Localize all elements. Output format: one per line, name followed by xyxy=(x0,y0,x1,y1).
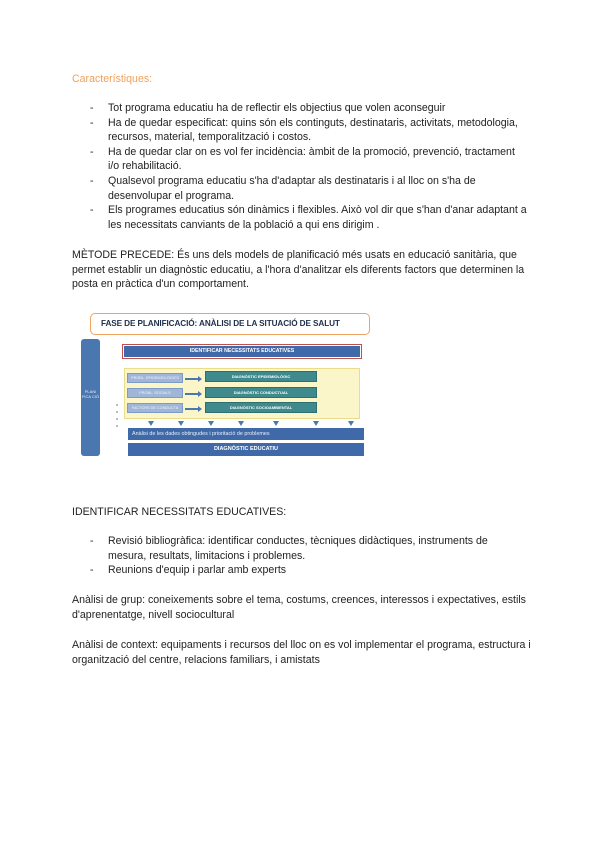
figure-identify-box xyxy=(122,344,362,359)
figure-left-box: FACTORS DE CONDUCTA xyxy=(127,403,183,413)
figure-diagnosis-box: DIAGNÒSTIC EDUCATIU xyxy=(128,443,364,456)
figure-arrow-down xyxy=(313,421,319,426)
identificar-list xyxy=(88,534,528,578)
analisi-context-paragraph: Anàlisi de context: equipaments i recursos del lloc on es vol implementar el programa, estructura i organització del centre, relacions familiars, i amistats xyxy=(72,639,531,666)
figure-diagnostics-panel xyxy=(124,368,360,419)
list-item: - Qualsevol programa educatiu s'ha d'adaptar als destinataris i al lloc on s'ha de desenvolupar el programa. xyxy=(88,174,528,203)
caracteristiques-list xyxy=(88,101,528,232)
list-item: - Ha de quedar clar on es vol fer incidència: àmbit de la promoció, prevenció, tractament i/o rehabilitació. xyxy=(88,145,528,174)
analisi-grup-paragraph: Anàlisi de grup: coneixements sobre el tema, costums, creences, interessos i expectatives, estils d'aprenentatge, nivell sociocultural xyxy=(72,594,526,621)
figure-dot xyxy=(116,411,118,413)
figure-left-box: PROBL. EPIDEMIOLÒGICS xyxy=(127,373,183,383)
figure-arrow-down xyxy=(348,421,354,426)
list-item: - Ha de quedar especificat: quins són els continguts, destinataris, activitats, metodologia, recursos, material, temporalització i costos. xyxy=(88,116,528,145)
caracteristiques-heading: Característiques: xyxy=(72,73,153,85)
figure-arrow-down xyxy=(208,421,214,426)
figure-left-box: PROBL. SOCIALS xyxy=(127,388,183,398)
metode-precede-paragraph: MÈTODE PRECEDE: És uns dels models de planificació més usats en educació sanitària, que permet establir un diagnòstic educatiu, a l'hora d'analitzar els diferents factors que determinen la posta en pràctica d'un comportament. xyxy=(72,249,525,291)
list-item: - Reunions d'equip i parlar amb experts xyxy=(88,563,528,578)
figure-arrow-down xyxy=(148,421,154,426)
figure-title: FASE DE PLANIFICACIÓ: ANÀLISI DE LA SITUACIÓ DE SALUT xyxy=(90,313,370,335)
figure-dot xyxy=(116,418,118,420)
figure-arrow-down xyxy=(273,421,279,426)
figure-arrow-right xyxy=(185,393,199,395)
figure-arrow-down xyxy=(238,421,244,426)
identificar-heading: IDENTIFICAR NECESSITATS EDUCATIVES: xyxy=(72,506,287,518)
list-item: - Els programes educatius són dinàmics i flexibles. Això vol dir que s'han d'anar adaptant a les necessitats canviants de la població a qui ens dirigim . xyxy=(88,203,528,232)
figure-green-box: DIAGNÒSTIC EPIDEMIOLÒGIC xyxy=(205,371,317,382)
list-item: - Tot programa educatiu ha de reflectir els objectius que volen aconseguir xyxy=(88,101,528,116)
planning-phase-figure xyxy=(78,312,370,458)
list-item: - Revisió bibliogràfica: identificar conductes, tècniques didàctiques, instruments de mesura, resultats, limitacions i problemes. xyxy=(88,534,528,563)
figure-arrow-right xyxy=(185,378,199,380)
figure-dot xyxy=(116,404,118,406)
figure-arrow-right xyxy=(185,408,199,410)
figure-identify-label: IDENTIFICAR NECESSITATS EDUCATIVES xyxy=(124,346,360,357)
figure-green-box: DIAGNÒSTIC CONDUCTUAL xyxy=(205,387,317,398)
figure-dot xyxy=(116,425,118,427)
figure-arrow-down xyxy=(178,421,184,426)
figure-green-box: DIAGNÒSTIC SOCIOAMBIENTAL xyxy=(205,402,317,413)
figure-analysis-box: Anàlisi de les dades obtingudes i prioritació de problemes xyxy=(128,428,364,440)
figure-side-bar: PLANI FICA CIÓ xyxy=(81,339,100,456)
